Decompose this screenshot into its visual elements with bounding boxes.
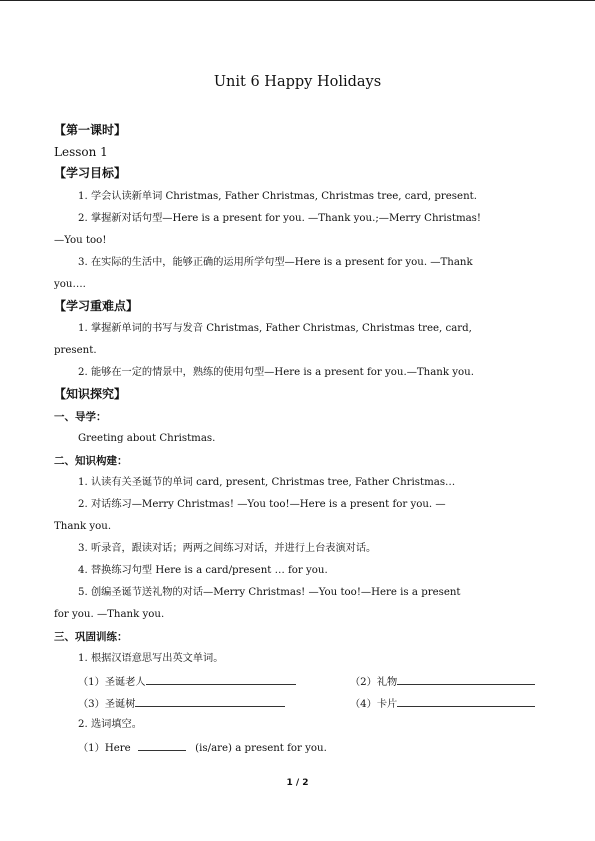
answer-blank-5[interactable]	[138, 740, 186, 751]
build-item-5: 5. 创编圣诞节送礼物的对话—Merry Christmas! —You too!—Here is a present	[78, 587, 461, 598]
build-item-2-cont: Thank you.	[54, 521, 112, 532]
goal-2-cont: —You too!	[54, 235, 107, 246]
build-item-4: 4. 替换练习句型 Here is a card/present … for you.	[78, 565, 328, 576]
exercise-1-q1-label: （1）圣诞老人	[78, 677, 146, 688]
goal-1: 1. 学会认读新单词 Christmas, Father Christmas, Christmas tree, card, present.	[78, 191, 477, 202]
heading-first-period: 【第一课时】	[54, 123, 127, 137]
build-item-5-cont: for you. —Thank you.	[54, 609, 165, 620]
section-guide: 一、导学：	[54, 411, 107, 423]
section-knowledge-build: 二、知识构建：	[54, 455, 128, 467]
heading-learning-goals: 【学习目标】	[54, 166, 127, 180]
answer-blank-4[interactable]	[397, 696, 535, 707]
exercise-2-q1-start: （1）Here	[78, 743, 131, 754]
exercise-2: 2. 选词填空。	[78, 719, 142, 730]
lesson-label: Lesson 1	[54, 145, 108, 159]
exercise-1-q3	[78, 696, 285, 712]
exercise-2-q1	[78, 740, 327, 756]
heading-key-points: 【学习重难点】	[54, 299, 139, 313]
goal-2: 2. 掌握新对话句型—Here is a present for you. —Thank you.;—Merry Christmas!	[78, 213, 482, 224]
exercise-1-q4-label: （4）卡片	[350, 699, 398, 710]
build-item-1: 1. 认读有关圣诞节的单词 card, present, Christmas tree, Father Christmas…	[78, 477, 456, 488]
exercise-1: 1. 根据汉语意思写出英文单词。	[78, 653, 224, 664]
page-number: 1 / 2	[286, 778, 309, 788]
goal-3: 3. 在实际的生活中，能够正确的运用所学句型—Here is a present for you. —Thank	[78, 257, 473, 268]
exercise-2-q1-end: (is/are) a present for you.	[195, 743, 327, 754]
key-point-1-cont: present.	[54, 345, 97, 356]
exercise-1-q2	[350, 674, 535, 690]
exercise-1-q4	[350, 696, 535, 712]
goal-3-cont: you….	[54, 279, 86, 290]
key-point-1: 1. 掌握新单词的书写与发音 Christmas, Father Christmas, Christmas tree, card,	[78, 323, 472, 334]
heading-knowledge-explore: 【知识探究】	[54, 387, 127, 401]
exercise-1-q3-label: （3）圣诞树	[78, 699, 136, 710]
guide-text: Greeting about Christmas.	[78, 433, 216, 444]
exercise-1-q1	[78, 674, 296, 690]
answer-blank-1[interactable]	[146, 674, 296, 685]
key-point-2: 2. 能够在一定的情景中，熟练的使用句型—Here is a present for you.—Thank you.	[78, 367, 474, 378]
build-item-2: 2. 对话练习—Merry Christmas! —You too!—Here is a present for you. —	[78, 499, 446, 510]
answer-blank-2[interactable]	[397, 674, 535, 685]
exercise-1-q2-label: （2）礼物	[350, 677, 398, 688]
page-title: Unit 6 Happy Holidays	[213, 75, 382, 89]
build-item-3: 3. 听录音，跟读对话；两两之间练习对话，并进行上台表演对话。	[78, 543, 377, 554]
section-practice: 三、巩固训练：	[54, 631, 128, 643]
answer-blank-3[interactable]	[135, 696, 285, 707]
